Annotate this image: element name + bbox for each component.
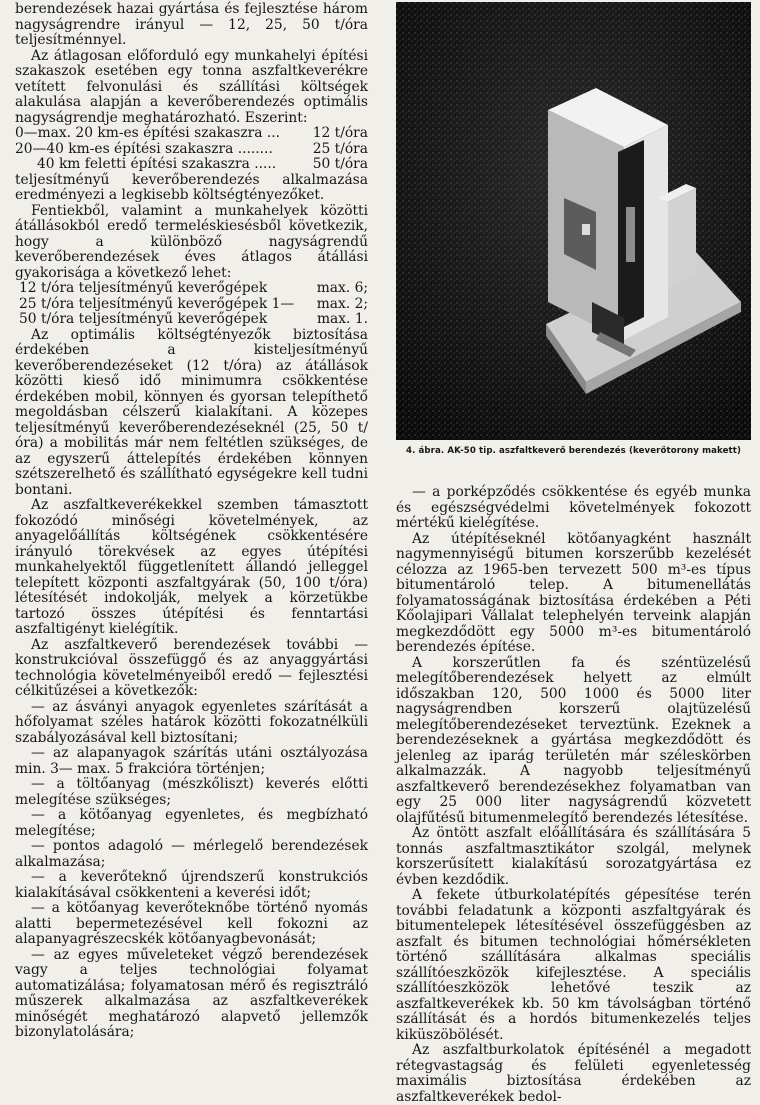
paragraph: Az aszfaltkeverékekkel szemben támasztott fokozódó minőségi követelmények, az anyagelőállítás költségének csökkentésére irányuló törekvések az egyes útépítési munkahelyektől függetlenített állandó jelleggel telepített központi aszfaltgyárak (50, 100 t/óra) létesítését indokolják, melyek a körzetükbe tartozó összes útépítési és fenntartási aszfaltigényt kielégítik. xyxy=(15,497,368,637)
list-item: — az alapanyagok szárítás utáni osztályozása min. 3— max. 5 frakcióra történjen; xyxy=(15,745,368,777)
frequency-label: 12 t/óra teljesítményű keverőgépek xyxy=(19,280,268,296)
frequency-label: 50 t/óra teljesítményű keverőgépek xyxy=(19,311,268,327)
list-item: — a kötőanyag egyenletes, és megbízható melegítése; xyxy=(15,807,368,839)
paragraph: Az útépítéseknél kötőanyagként használt nagymennyiségű bitumen korszerűbb kezelését célozza az 1965-ben tervezett 500 m³-es típus bitumentároló telep. A bitumenellátás folyamatosságának biztosítása érdekében a Péti Kőolajipari Vállalat telephelyén terveink alapján megkezdődött egy 5000 m³-es bitumentároló berendezés építése. xyxy=(396,530,751,655)
range-value: 50 t/óra xyxy=(312,156,368,172)
range-label: 0—max. 20 km-es építési szakaszra ... xyxy=(15,125,280,141)
paragraph: teljesítményű keverőberendezés alkalmazása eredményezi a legkisebb költségtényezőket. xyxy=(15,171,368,203)
frequency-row xyxy=(15,281,368,297)
frequency-value: max. 6; xyxy=(316,280,368,296)
range-value: 12 t/óra xyxy=(312,125,368,141)
paragraph: Az aszfaltkeverő berendezések további — konstrukcióval összefüggő és az anyaggyártási technológia követelményeiből eredő — fejlesztési célkitűzései a következők: xyxy=(15,636,368,699)
frequency-row xyxy=(15,312,368,328)
paragraph: Az aszfaltburkolatok építésénél a megadott rétegvastagság és felületi egyenletesség maximális biztosítása érdekében az aszfaltkeverékek bedol- xyxy=(396,1042,751,1105)
list-item: — a porképződés csökkentése és egyéb munka és egészségvédelmi követelmények fokozott mértékű kielégítése. xyxy=(396,484,751,531)
list-item: — az egyes műveleteket végző berendezések vagy a teljes technológiai folyamat automatizálása; folyamatosan mérő és regisztráló műszerek alkalmazása az aszfaltkeverékek minőségét meghatározó alapvető jellemzők bizonylatolására; xyxy=(15,946,368,1040)
list-item: — a kötőanyag keverőteknőbe történő nyomás alatti bepermetezésével kell fokozni az alapanyagrészecskék kötőanyagbevonását; xyxy=(15,900,368,947)
list-item: — az ásványi anyagok egyenletes szárítását a hőfolyamat széles határok közötti fokozatnélküli szabályozásával kell biztosítani; xyxy=(15,698,368,746)
paragraph: Fentiekből, valamint a munkahelyek közötti átállásokból eredő termeléskiesésből következik, hogy a különböző nagyságrendű keverőberendezések éves átlagos átállási gyakorisága a következő lehet: xyxy=(15,202,368,281)
list-item: — a töltőanyag (mészkőliszt) keverés előtti melegítése szükséges; xyxy=(15,776,368,808)
frequency-row xyxy=(15,297,368,313)
range-label: 40 km feletti építési szakaszra ..... xyxy=(37,156,277,172)
list-item: — a keverőteknő újrendszerű konstrukciós kialakításával csökkenteni a keverési időt; xyxy=(15,869,368,901)
paragraph: A korszerűtlen fa és széntüzelésű melegítőberendezések helyett az elmúlt időszakban 120, 500 1000 és 5000 liter nagyságrendben korszerű olajtüzelésű melegítőberendezéseket terveztünk. Ezeknek a berendezéseknek a gyártása megkezdődött és jelenleg az iparág területén már széleskörben alkalmazzák. A nagyobb teljesítményű aszfaltkeverő berendezésekhez folyamatban van egy 25 000 liter nagyságrendű közvetett olajfűtésű bitumenmelegítő berendezés létesítése. xyxy=(396,654,751,826)
plant-model-photo xyxy=(396,2,751,440)
paragraph: Az öntött aszfalt előállítására és szállítására 5 tonnás aszfaltmasztikátor szolgál, melynek korszerűsített kialakítású sorozatgyártása ez évben kezdődik. xyxy=(396,825,751,888)
paragraph: berendezések hazai gyártása és fejlesztése három nagyságrendre irányul — 12, 25, 50 t/óra teljesítménnyel. xyxy=(15,1,368,48)
range-value: 25 t/óra xyxy=(312,140,368,157)
mixing-tower-model-image xyxy=(396,2,751,440)
right-column xyxy=(396,2,751,1105)
frequency-value: max. 2; xyxy=(316,295,368,312)
frequency-value: max. 1. xyxy=(316,311,368,327)
list-item: — pontos adagoló — mérlegelő berendezések alkalmazása; xyxy=(15,838,368,870)
frequency-label: 25 t/óra teljesítményű keverőgépek 1— xyxy=(19,295,295,312)
range-row xyxy=(15,126,368,142)
range-label: 20—40 km-es építési szakaszra ........ xyxy=(15,140,273,157)
paragraph: Az optimális költségtényezők biztosítása érdekében a kisteljesítményű keverőberendezéseket (12 t/óra) az átállások közötti kieső idő minimumra csökkentése érdekében mobil, könnyen és gyorsan telepíthető megoldásban célszerű kialakítani. A közepes teljesítményű keverőberendezéseknél (25, 50 t/óra) a mobilitás már nem feltétlen szükséges, de az egyszerű áttelepítés érdekében könnyen szétszerelhető és szállítható egységekre kell tudni bontani. xyxy=(15,326,368,498)
range-row xyxy=(15,142,368,158)
paragraph: Az átlagosan előforduló egy munkahelyi építési szakaszok esetében egy tonna aszfaltkeverékre vetített felvonulási és szállítási költségek alakulása alapján a keverőberendezés optimális nagyságrendje meghatározható. Eszerint: xyxy=(15,47,368,126)
range-row xyxy=(15,157,368,173)
left-column xyxy=(15,2,368,1041)
figure-caption: 4. ábra. AK-50 tip. aszfaltkeverő berendezés (keverőtorony makett) xyxy=(406,446,741,456)
paragraph: A fekete útburkolatépítés gépesítése terén további feladatunk a központi aszfaltgyárak és bitumentelepek létesítésével összefüggésben az aszfalt és bitumen technológiai hőmérsékleten történő szállítására alkalmas speciális szállítóeszközök kifejlesztése. A speciális szállítóeszközök lehetővé teszik az aszfaltkeverékek kb. 50 km távolságban történő szállítását és a hordós bitumenkezelés teljes kiküszöbölését. xyxy=(396,887,751,1043)
